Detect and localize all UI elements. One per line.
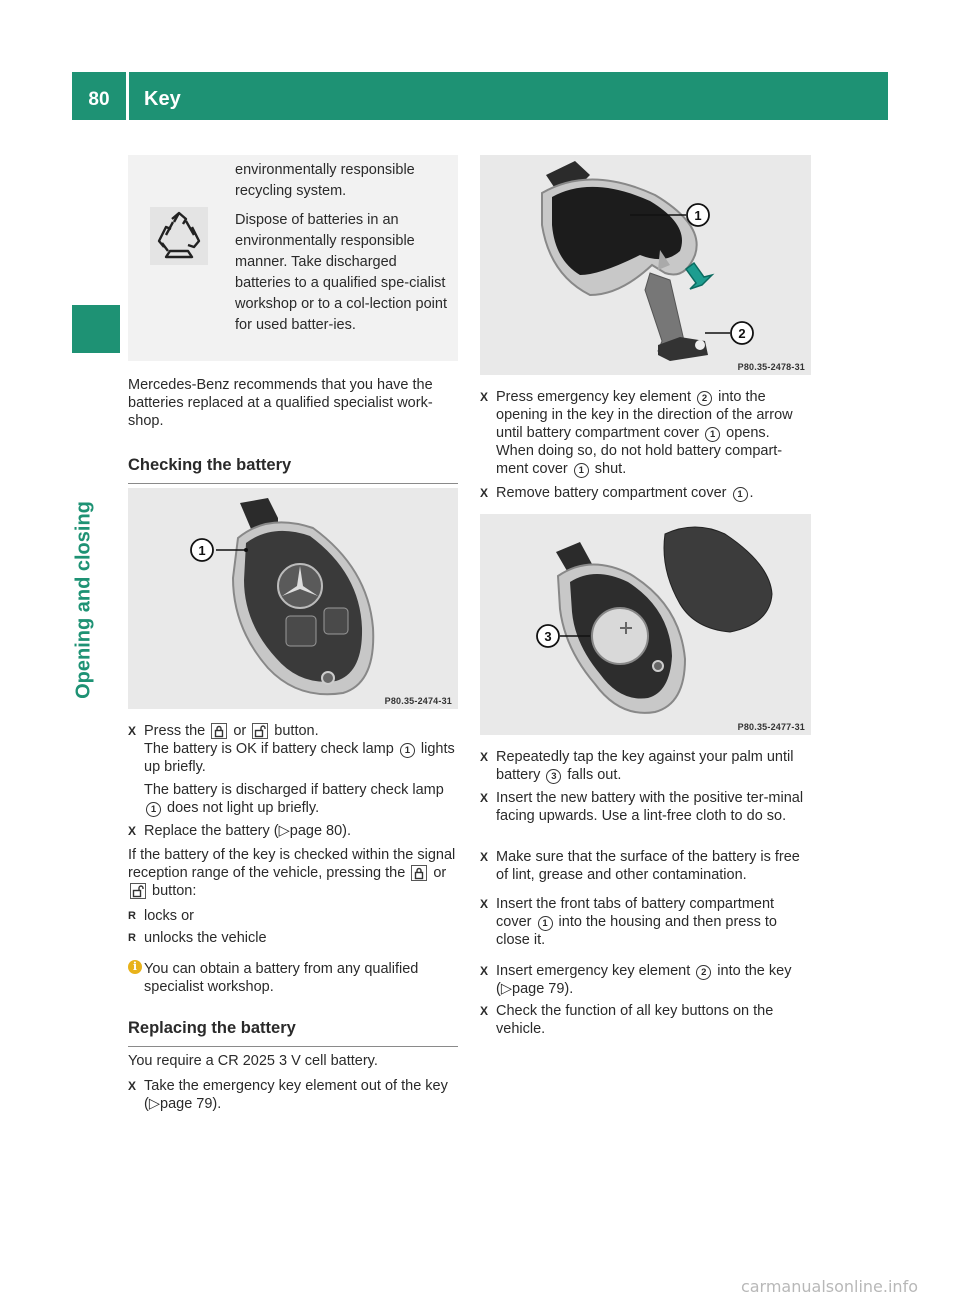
step-text: shut. <box>594 461 627 477</box>
step-insert-battery <box>480 789 810 825</box>
key-image-battery <box>480 514 811 735</box>
header-divider <box>126 72 129 120</box>
step-press-emergency-key <box>480 388 810 478</box>
key-image-emergency <box>480 155 811 375</box>
page-title: Key <box>144 88 181 110</box>
lock-icon <box>411 865 427 881</box>
recycling-note <box>128 155 458 361</box>
sidebar-marker <box>72 305 120 353</box>
heading-replacing: Replacing the battery <box>128 1019 458 1047</box>
list-item <box>128 929 267 947</box>
step-insert-cover <box>480 895 810 949</box>
callout-1-label: 1 <box>198 543 206 558</box>
page-ref-icon: ▷ <box>148 1096 160 1112</box>
step-text: into the housing and then press to close it. <box>496 914 777 948</box>
step-arrow-icon: X <box>480 390 489 404</box>
step-text: into the key ( <box>496 963 792 997</box>
step-text: or <box>233 723 247 739</box>
step-arrow-icon: X <box>480 486 489 500</box>
image-code: P80.35-2477-31 <box>737 722 805 732</box>
info-icon: i <box>128 960 142 974</box>
page-number: 80 <box>88 89 110 110</box>
heading-checking: Checking the battery <box>128 456 458 484</box>
page-ref-icon: ▷ <box>500 981 512 997</box>
step-text: Press emergency key element <box>496 389 692 405</box>
bullet-text: locks or <box>144 908 194 924</box>
callout-ref: 1 <box>538 916 553 931</box>
callout-2-label: 2 <box>738 326 746 341</box>
callout-ref: 1 <box>146 802 161 817</box>
unlock-icon <box>130 883 146 899</box>
step-text: Check the function of all key buttons on the vehicle. <box>496 1003 774 1037</box>
step-text: button. <box>274 723 319 739</box>
page-ref-link[interactable]: page 79). <box>160 1096 222 1112</box>
callout-ref: 2 <box>696 965 711 980</box>
note-text-1: environmentally responsible recycling system. <box>235 162 415 199</box>
step-text: Insert the front tabs of battery compartment cover <box>496 896 775 930</box>
callout-1-label: 1 <box>694 208 702 223</box>
step-arrow-icon: X <box>480 850 489 864</box>
step-arrow-icon: X <box>480 750 489 764</box>
step-replace-battery <box>128 822 458 840</box>
para-text: or <box>433 865 447 881</box>
para-text: button: <box>152 883 197 899</box>
step-remove-cover <box>480 484 810 502</box>
info-note <box>128 960 458 996</box>
watermark: carmanualsonline.info <box>740 1277 918 1296</box>
callout-3-label: 3 <box>544 629 552 644</box>
callout-ref: 2 <box>697 391 712 406</box>
step-text: Remove battery compartment cover <box>496 485 727 501</box>
step-insert-emergency-key <box>480 962 810 998</box>
step-arrow-icon: X <box>128 824 137 838</box>
note-text-2: Dispose of batteries in an environmentally responsible manner. Take discharged batteries to a qualified spe-cialist workshop or to a col-lection point for used batter-ies. <box>235 212 447 333</box>
step-check-function <box>480 1002 810 1038</box>
lock-icon <box>211 723 227 739</box>
callout-ref: 1 <box>400 743 415 758</box>
recycling-icon <box>150 207 208 265</box>
step-text: Repeatedly tap the key against your palm until battery <box>496 749 794 783</box>
image-code: P80.35-2474-31 <box>384 696 452 706</box>
battery-type-text: You require a CR 2025 3 V cell battery. <box>128 1053 378 1069</box>
step-arrow-icon: X <box>480 1004 489 1018</box>
callout-ref: 3 <box>546 769 561 784</box>
step-text: Insert emergency key element <box>496 963 691 979</box>
callout-ref: 1 <box>705 427 720 442</box>
section-label-text: Opening and closing <box>72 501 95 699</box>
bullet-icon: R <box>128 932 136 944</box>
step-text: opens. When doing so, do not hold battery compart-ment cover <box>496 425 783 477</box>
recommend-text: Mercedes-Benz recommends that you have the batteries replaced at a qualified specialist work-shop. <box>128 377 433 429</box>
bullet-text: unlocks the vehicle <box>144 930 267 946</box>
step-text: Press the <box>144 723 206 739</box>
step-arrow-icon: X <box>128 724 137 738</box>
step-text: The battery is discharged if battery check lamp <box>144 782 444 798</box>
range-paragraph <box>128 846 460 900</box>
step-text: lights up briefly. <box>144 741 455 775</box>
step-arrow-icon: X <box>480 897 489 911</box>
step-text: does not light up briefly. <box>167 800 320 816</box>
callout-ref: 1 <box>574 463 589 478</box>
page-header <box>72 72 888 120</box>
bullet-icon: R <box>128 910 136 922</box>
step-arrow-icon: X <box>128 1079 137 1093</box>
callout-ref: 1 <box>733 487 748 502</box>
image-code: P80.35-2478-31 <box>737 362 805 372</box>
step-text: . <box>749 485 754 501</box>
key-image-check <box>128 488 458 709</box>
step-text: into the opening in the key in the direction of the arrow until battery compartment cover <box>496 389 793 441</box>
info-text: You can obtain a battery from any qualified specialist workshop. <box>144 961 419 995</box>
step-arrow-icon: X <box>480 791 489 805</box>
page-ref-icon: ▷ <box>278 823 290 839</box>
step-text: falls out. <box>567 767 622 783</box>
step-text: Insert the new battery with the positive ter-minal facing upwards. Use a lint-free cloth to do so. <box>496 790 804 824</box>
page-ref-link[interactable]: page 80). <box>289 823 352 839</box>
step-text: Take the emergency key element out of the key ( <box>144 1078 448 1112</box>
list-item <box>128 907 194 925</box>
step-text: Replace the battery ( <box>144 823 279 839</box>
page-ref-link[interactable]: page 79). <box>512 981 574 997</box>
para-text: If the battery of the key is checked within the signal reception range of the vehicle, pressing the <box>128 847 456 881</box>
step-take-key <box>128 1077 458 1113</box>
step-text: The battery is OK if battery check lamp <box>144 741 394 757</box>
step-text: Make sure that the surface of the battery is free of lint, grease and other contamination. <box>496 849 800 883</box>
step-arrow-icon: X <box>480 964 489 978</box>
step-tap-key <box>480 748 810 784</box>
step-press-button <box>128 722 458 817</box>
step-check-surface <box>480 848 810 884</box>
unlock-icon <box>252 723 268 739</box>
